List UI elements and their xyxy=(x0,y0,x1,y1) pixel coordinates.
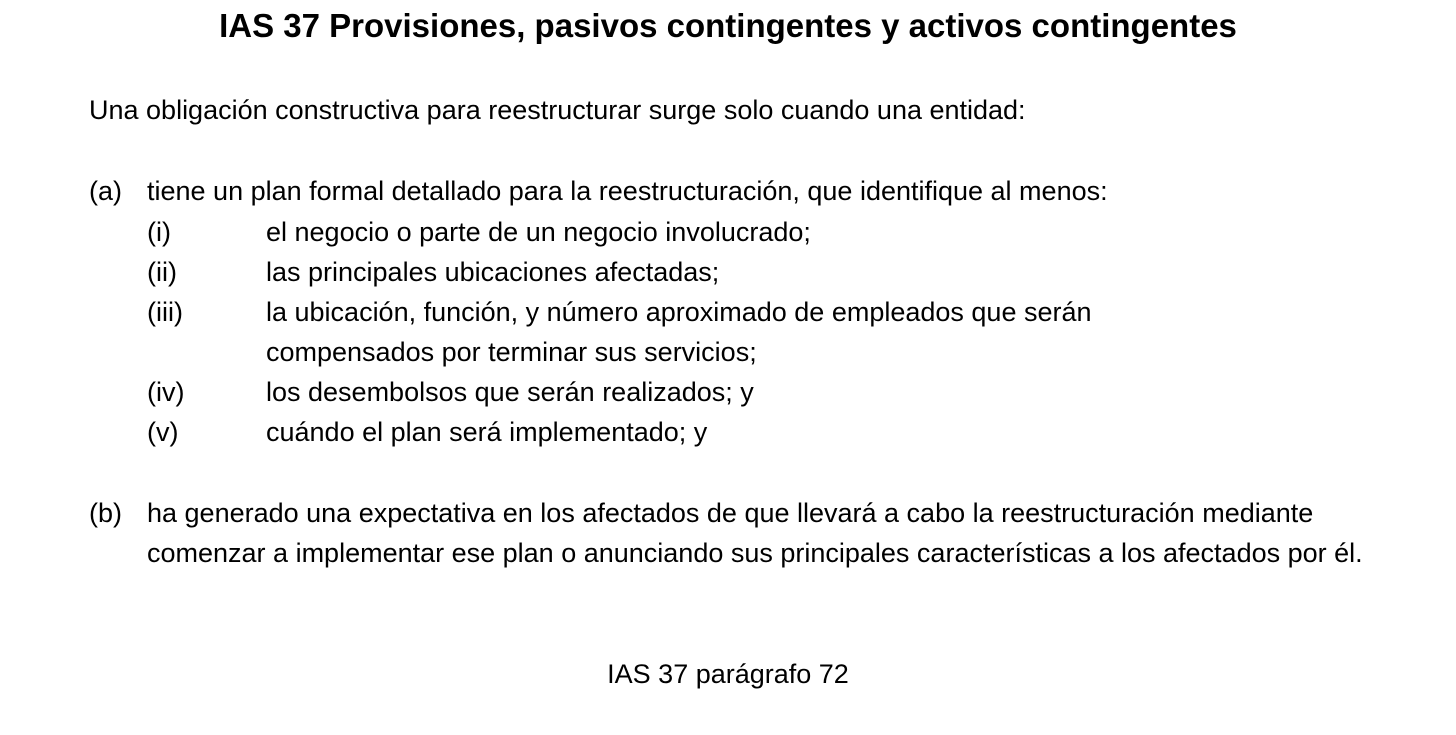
sublist-text-iv: los desembolsos que serán realizados; y xyxy=(266,377,754,407)
list-item-a xyxy=(0,171,1456,211)
sublist-marker-i: (i) xyxy=(147,217,171,247)
list-marker-a: (a) xyxy=(89,176,122,206)
sublist-text-ii: las principales ubicaciones afectadas; xyxy=(266,257,720,287)
sublist-text-iii: la ubicación, función, y número aproximado de empleados que serán compensados por terminar sus servicios; xyxy=(266,297,1092,367)
source-reference: IAS 37 parágrafo 72 xyxy=(607,659,849,689)
sublist-marker-iv: (iv) xyxy=(147,377,185,407)
list-item-b xyxy=(0,493,1456,613)
sublist-text-v: cuándo el plan será implementado; y xyxy=(266,417,708,447)
intro-paragraph: Una obligación constructiva para reestructurar surge solo cuando una entidad: xyxy=(89,95,1026,125)
sublist-marker-ii: (ii) xyxy=(147,257,177,287)
sublist-text-i: el negocio o parte de un negocio involucrado; xyxy=(266,217,811,247)
list-marker-b: (b) xyxy=(89,498,122,528)
page-title: IAS 37 Provisiones, pasivos contingentes y activos contingentes xyxy=(219,7,1237,44)
list-text-a: tiene un plan formal detallado para la reestructuración, que identifique al menos: xyxy=(147,176,1108,206)
list-text-b: ha generado una expectativa en los afectados de que llevará a cabo la reestructuración mediante comenzar a implementar ese plan o anunciando sus principales características a los afectados por él. xyxy=(147,498,1363,568)
sublist-marker-v: (v) xyxy=(147,417,179,447)
sublist-marker-iii: (iii) xyxy=(147,297,183,327)
